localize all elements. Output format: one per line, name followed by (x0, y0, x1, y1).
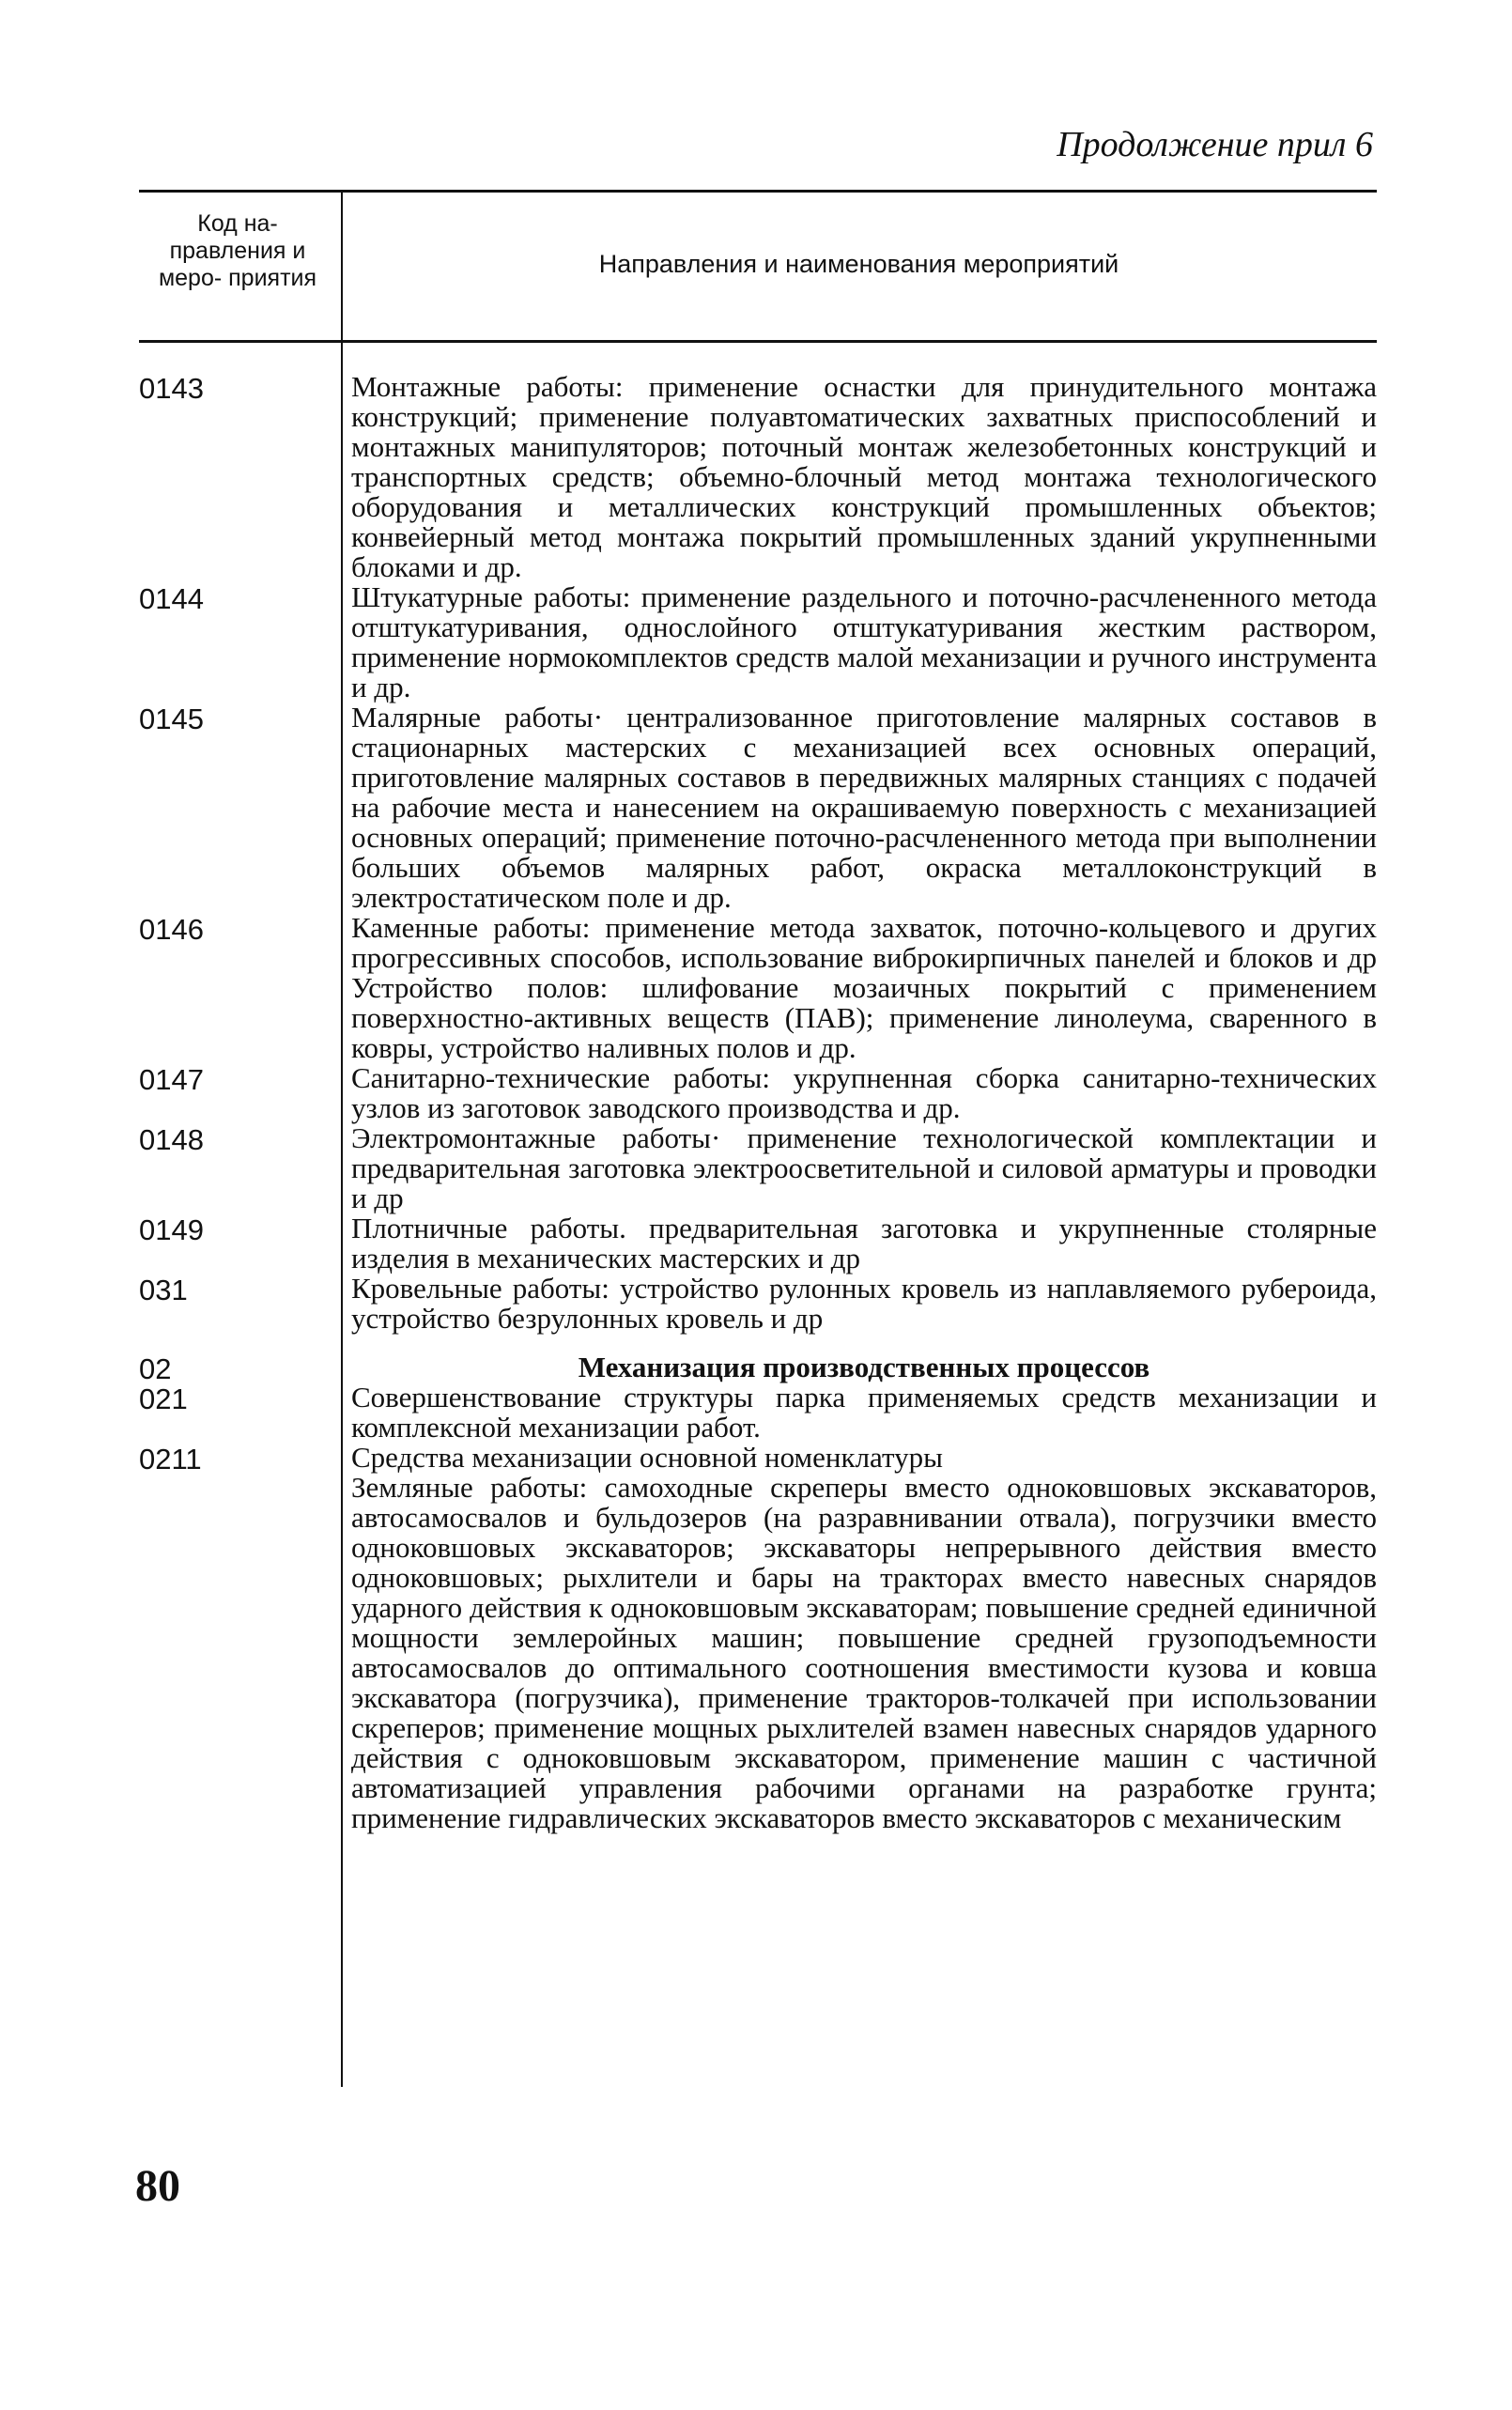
table-body (139, 372, 1377, 1833)
table-row (139, 1383, 1377, 1443)
row-code: 0147 (139, 1063, 204, 1096)
row-text: Штукатурные работы: применение раздельного и поточно-расчлененного метода отштукатуривания, однослойного отштукатуривания жестким раствором, применение нормокомплектов средств малой механизации и ручного инструмента и др. (351, 580, 1377, 703)
table-row (139, 1274, 1377, 1334)
table-row (139, 1473, 1377, 1833)
page-number: 80 (135, 2161, 180, 2211)
row-code: 031 (139, 1274, 188, 1306)
table-row (139, 1123, 1377, 1213)
header-code-column: Код на- правления и меро- приятия (158, 210, 317, 291)
row-code: 021 (139, 1383, 188, 1415)
section-row (139, 1352, 1377, 1383)
row-code: 0143 (139, 372, 204, 405)
table-row (139, 913, 1377, 1063)
row-text: Монтажные работы: применение оснастки для принудительного монтажа конструкций; применение полуавтоматических захватных приспособлений и монтажных манипуляторов; поточный монтаж железобетонных конструкций и транспортных средств; объемно-блочный метод монтажа технологического оборудования и металлических конструкций промышленных объектов; конвейерный метод монтажа покрытий промышленных зданий укрупненными блоками и др. (351, 370, 1377, 583)
section-title: Механизация производственных процессов (578, 1351, 1150, 1383)
table-row (139, 372, 1377, 582)
header-bottom-rule (139, 340, 1377, 343)
row-text: Средства механизации основной номенклатуры (351, 1441, 943, 1474)
row-text: Кровельные работы: устройство рулонных кровель из наплавляемого рубероида, устройство безрулонных кровель и др (351, 1272, 1377, 1335)
table-row (139, 703, 1377, 913)
row-text: Санитарно-технические работы: укрупненная сборка санитарно-технических узлов из заготовок заводского производства и др. (351, 1061, 1377, 1124)
table-header (139, 190, 1377, 342)
row-code: 0144 (139, 582, 204, 615)
row-code: 0145 (139, 703, 204, 735)
table-row (139, 1213, 1377, 1274)
row-code: 0148 (139, 1123, 204, 1156)
table-row (139, 1063, 1377, 1123)
row-text: Совершенствование структуры парка применяемых средств механизации и комплексной механизации работ. (351, 1381, 1377, 1444)
row-text: Каменные работы: применение метода захваток, поточно-кольцевого и других прогрессивных способов, использование виброкирпичных панелей и блоков и др Устройство полов: шлифование мозаичных покрытий с применением поверхностно-активных веществ (ПАВ); применение линолеума, сваренного в ковры, устройство наливных полов и др. (351, 911, 1377, 1064)
row-text: Плотничные работы. предварительная заготовка и укрупненные столярные изделия в механических мастерских и др (351, 1212, 1377, 1275)
row-text: Земляные работы: самоходные скреперы вместо одноковшовых экскаваторов, автосамосвалов и бульдозеров (на разравнивании отвала), погрузчики вместо одноковшовых экскаваторов; экскаваторы непрерывного действия вместо одноковшовых; рыхлители и бары на тракторах вместо навесных снарядов ударного действия к одноковшовым экскаваторам; повышение средней единичной мощности землеройных машин; повышение средней грузоподъемности автосамосвалов до оптимального соотношения вместимости кузова и ковша экскаватора (погрузчика), применение тракторов-толкачей при использовании скреперов; применение мощных рыхлителей взамен навесных снарядов ударного действия с одноковшовым экскаватором, применение машин с частичной автоматизацией управления рабочими органами на разработке грунта; применение гидравлических экскаваторов вместо экскаваторов с механическим (351, 1471, 1377, 1834)
row-code: 0146 (139, 913, 204, 946)
section-gap (139, 1334, 1377, 1352)
table-row (139, 1443, 1377, 1473)
row-code: 0149 (139, 1213, 204, 1246)
row-text: Малярные работы· централизованное приготовление малярных составов в стационарных мастерских с механизацией всех основных операций, приготовление малярных составов в передвижных малярных станциях с подачей на рабочие места и нанесением на окрашиваемую поверхность с механизацией основных операций; применение поточно-расчлененного метода при выполнении больших объемов малярных работ, окраска металлоконструкций в электростатическом поле и др. (351, 701, 1377, 914)
header-title-column: Направления и наименования мероприятий (598, 250, 1119, 278)
table-row (139, 582, 1377, 703)
continuation-label: Продолжение прил 6 (1057, 125, 1373, 164)
section-code: 02 (139, 1352, 172, 1385)
row-text: Электромонтажные работы· применение технологической комплектации и предварительная заготовка электроосветительной и силовой арматуры и проводки и др (351, 1121, 1377, 1214)
row-code: 0211 (139, 1443, 202, 1475)
